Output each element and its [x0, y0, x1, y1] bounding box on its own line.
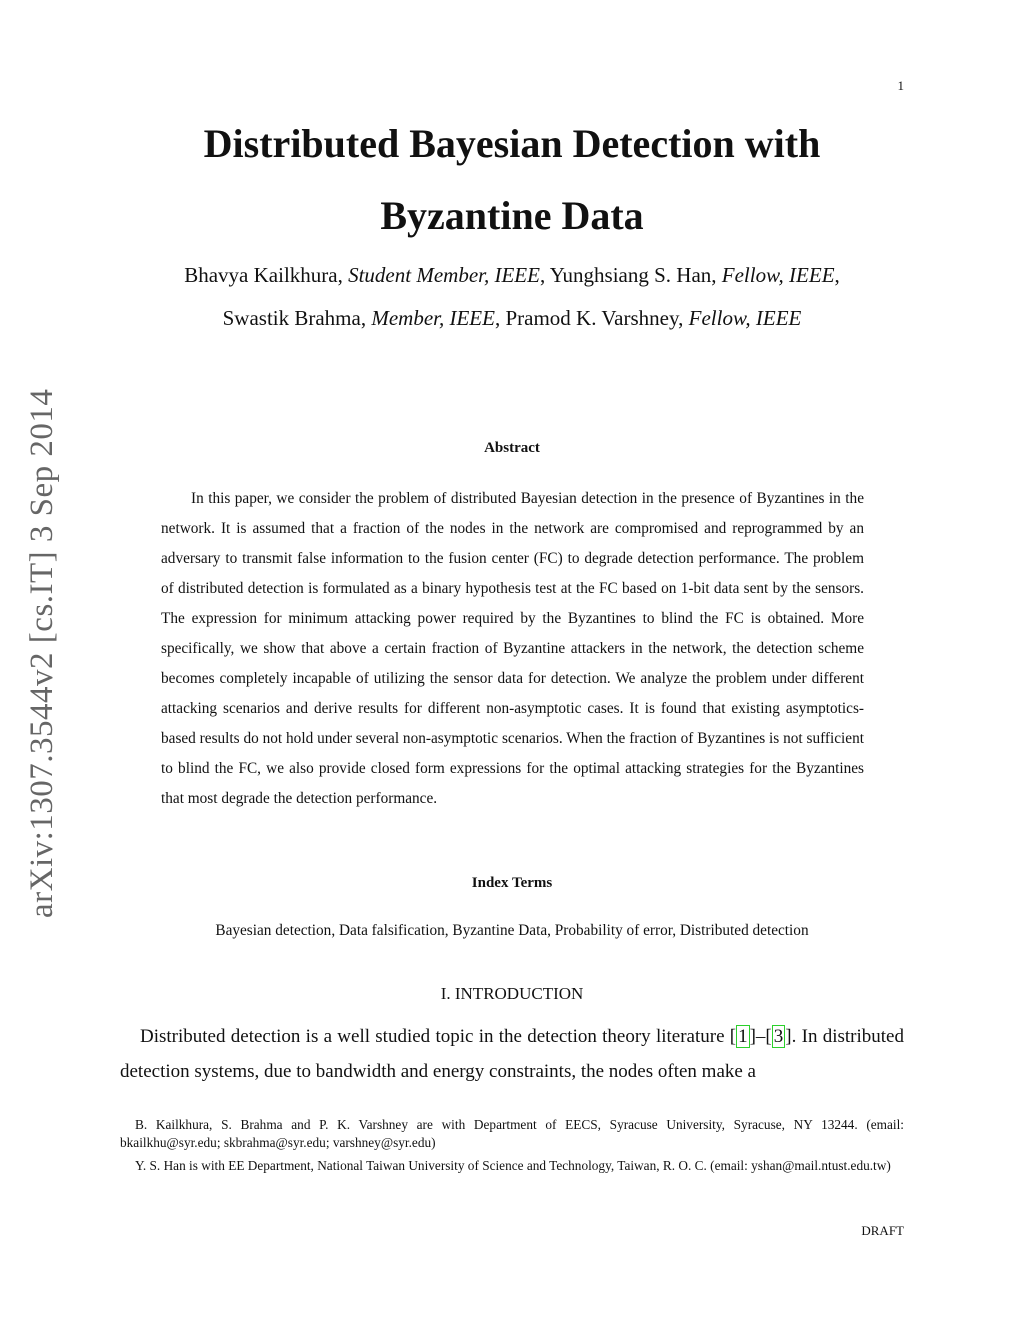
footnote-affiliation-1: B. Kailkhura, S. Brahma and P. K. Varshney are with Department of EECS, Syracuse University, Syracuse, NY 13244. (email: bkailkhu@syr.edu; skbrahma@syr.edu; varshney@syr.edu)	[120, 1117, 904, 1150]
page-number: 1	[897, 78, 904, 93]
section-heading-introduction	[0, 984, 1024, 1004]
author-list	[0, 254, 1024, 340]
author-line-2	[0, 297, 1024, 340]
draft-label: DRAFT	[861, 1223, 904, 1238]
footnote-affiliation-2: Y. S. Han is with EE Department, National Taiwan University of Science and Technology, Taiwan, R. O. C. (email: yshan@mail.ntust.edu.tw)	[135, 1158, 891, 1173]
arxiv-stamp: arXiv:1307.3544v2 [cs.IT] 3 Sep 2014	[24, 388, 60, 918]
citation-link[interactable]: 3	[773, 1026, 784, 1047]
author-membership: Student Member, IEEE	[348, 263, 540, 287]
index-terms-text: Bayesian detection, Data falsification, Byzantine Data, Probability of error, Distributed detection	[215, 922, 809, 939]
citation-link[interactable]: 1	[738, 1026, 748, 1047]
author-name: Swastik Brahma,	[222, 306, 372, 330]
author-name: Bhavya Kailkhura,	[184, 263, 349, 287]
author-membership: Member, IEEE	[371, 306, 495, 330]
intro-text: ]. In distributed detection systems, due to bandwidth and energy constraints, the nodes often make a	[120, 1026, 904, 1082]
section-title-initial: I	[454, 984, 461, 1003]
intro-text: ]–[	[749, 1026, 772, 1047]
title-line-1: Distributed Bayesian Detection with	[203, 121, 821, 166]
section-title-rest: NTRODUCTION	[460, 984, 584, 1003]
index-terms-heading: Index Terms	[471, 875, 553, 891]
paper-title	[0, 108, 1024, 252]
author-line-1	[0, 254, 1024, 297]
author-membership: Fellow, IEEE	[721, 263, 835, 287]
section-number: I.	[440, 984, 455, 1003]
abstract-text: In this paper, we consider the problem of distributed Bayesian detection in the presence of Byzantines in the network. It is assumed that a fraction of the nodes in the network are compromised and reprogrammed by an adversary to transmit false information to the fusion center (FC) to degrade detection performance. The problem of distributed detection is formulated as a binary hypothesis test at the FC based on 1-bit data sent by the sensors. The expression for minimum attacking power required by the Byzantines to blind the FC is obtained. More specifically, we show that above a certain fraction of Byzantine attackers in the network, the detection scheme becomes completely incapable of utilizing the sensor data for detection. We analyze the problem under different attacking scenarios and derive results for different non-asymptotic cases. It is found that existing asymptotics-based results do not hold under several non-asymptotic scenarios. When the fraction of Byzantines is not sufficient to blind the FC, we also provide closed form expressions for the optimal attacking strategies for the Byzantines that most degrade the detection performance.	[161, 490, 864, 807]
author-membership: Fellow, IEEE	[688, 306, 802, 330]
title-line-2: Byzantine Data	[380, 193, 644, 238]
abstract-heading: Abstract	[484, 440, 540, 456]
author-name: , Yunghsiang S. Han,	[539, 263, 722, 287]
introduction-paragraph	[120, 1019, 904, 1089]
author-name: , Pramod K. Varshney,	[494, 306, 689, 330]
author-separator: ,	[834, 263, 840, 287]
intro-text: Distributed detection is a well studied topic in the detection theory literature [	[140, 1026, 737, 1047]
